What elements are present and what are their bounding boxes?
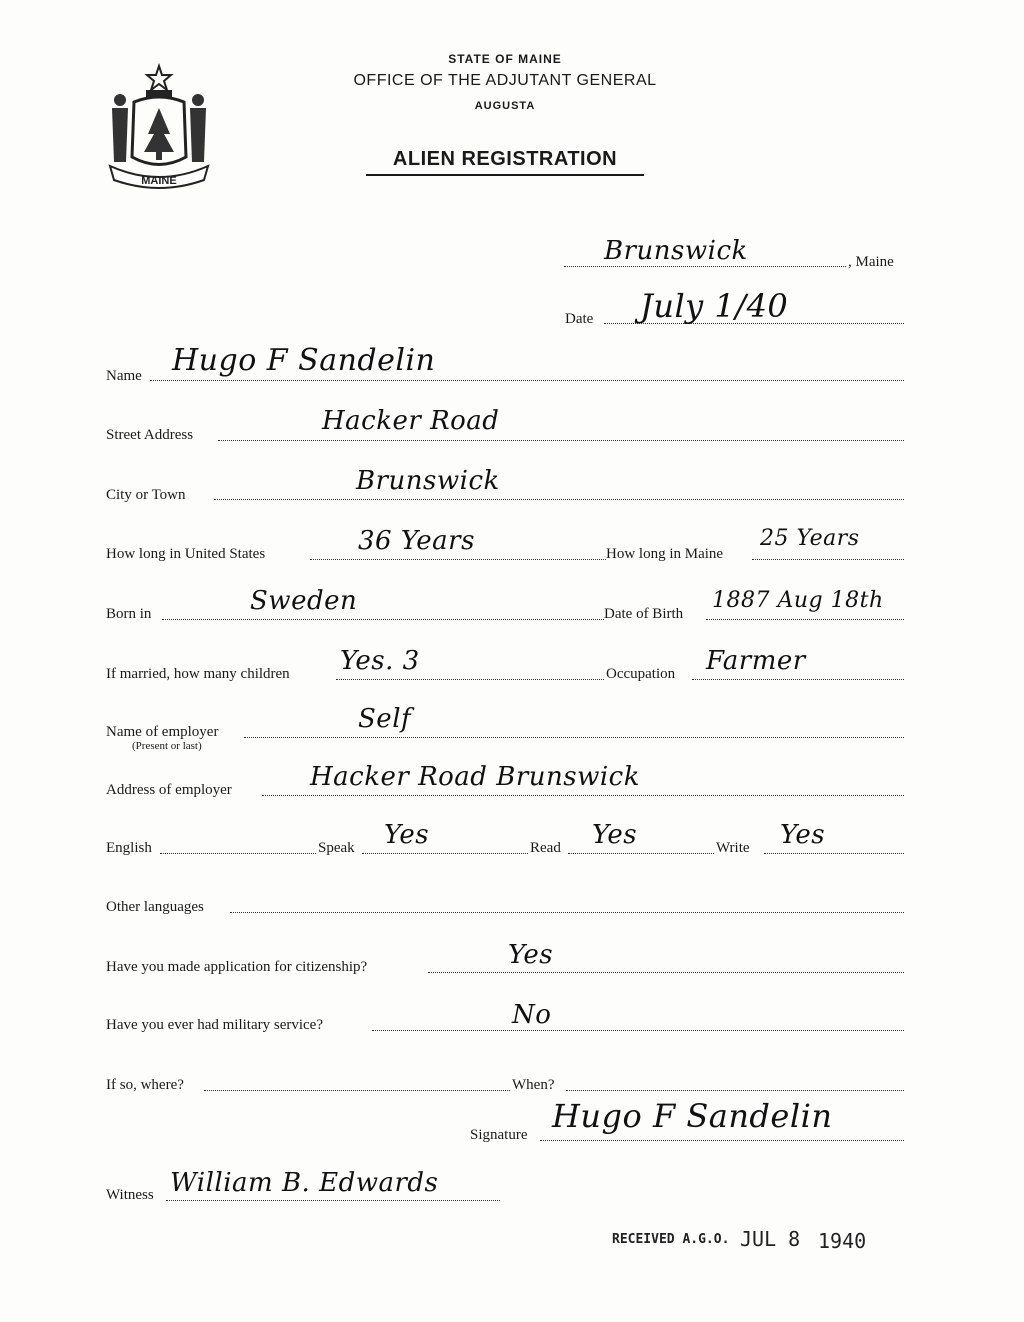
town-line (564, 266, 846, 267)
date-of-birth-value: 1887 Aug 18th (712, 588, 884, 613)
write-value: Yes (780, 820, 826, 850)
received-stamp-year: 1940 (818, 1229, 867, 1253)
name-line (150, 380, 904, 381)
when-label: When? (512, 1077, 555, 1093)
employer-note: (Present or last) (132, 740, 202, 752)
street-value: Hacker Road (322, 406, 500, 436)
married-value: Yes. 3 (340, 646, 420, 676)
employer-address-line (262, 795, 904, 796)
title-underline (366, 174, 644, 176)
employer-address-label: Address of employer (106, 782, 232, 798)
married-line (336, 679, 604, 680)
witness-line (166, 1200, 500, 1201)
citizenship-label: Have you made application for citizenship? (106, 959, 368, 975)
town-value: Brunswick (604, 236, 748, 266)
received-stamp-label: RECEIVED A.G.O. (612, 1232, 730, 1247)
other-languages-line (230, 912, 904, 913)
employer-value: Self (358, 704, 412, 734)
where-line (204, 1090, 510, 1091)
signature-label: Signature (470, 1127, 528, 1143)
witness-value: William B. Edwards (170, 1168, 439, 1198)
employer-address-value: Hacker Road Brunswick (310, 762, 640, 792)
other-languages-label: Other languages (106, 899, 204, 915)
when-line (566, 1090, 904, 1091)
city-line (214, 499, 904, 500)
military-value: No (512, 1000, 552, 1030)
date-label: Date (565, 311, 594, 327)
how-long-us-line (310, 559, 606, 560)
read-label: Read (530, 840, 561, 856)
employer-line (244, 737, 904, 738)
name-label: Name (106, 368, 142, 384)
header-state: STATE OF MAINE (448, 52, 562, 66)
speak-value: Yes (384, 820, 430, 850)
citizenship-line (428, 972, 904, 973)
married-label: If married, how many children (106, 666, 290, 682)
date-of-birth-line (706, 619, 904, 620)
seal-text: MAINE (141, 175, 177, 187)
born-in-line (162, 619, 604, 620)
how-long-maine-value: 25 Years (760, 526, 860, 551)
occupation-value: Farmer (706, 646, 806, 676)
write-label: Write (716, 840, 750, 856)
city-value: Brunswick (356, 466, 500, 496)
signature-line (540, 1140, 904, 1141)
witness-label: Witness (106, 1187, 154, 1203)
date-value: July 1/40 (640, 287, 789, 325)
military-line (372, 1030, 904, 1031)
how-long-maine-label: How long in Maine (606, 546, 724, 562)
date-of-birth-label: Date of Birth (604, 606, 684, 622)
how-long-us-value: 36 Years (358, 526, 475, 556)
signature-value: Hugo F Sandelin (552, 1097, 833, 1135)
read-value: Yes (592, 820, 638, 850)
speak-line (362, 853, 528, 854)
received-stamp-date: JUL 8 (740, 1227, 801, 1251)
how-long-us-label: How long in United States (106, 546, 266, 562)
name-value: Hugo F Sandelin (172, 343, 436, 378)
english-label: English (106, 840, 152, 856)
english-line (160, 853, 316, 854)
how-long-maine-line (752, 559, 904, 560)
where-label: If so, where? (106, 1077, 184, 1093)
maine-state-seal (104, 62, 214, 192)
read-line (568, 853, 714, 854)
street-label: Street Address (106, 427, 194, 443)
speak-label: Speak (318, 840, 355, 856)
born-in-label: Born in (106, 606, 152, 622)
maine-label: , Maine (848, 254, 894, 270)
occupation-line (692, 679, 904, 680)
citizenship-value: Yes (508, 940, 554, 970)
born-in-value: Sweden (250, 586, 358, 616)
street-line (218, 440, 904, 441)
header-office: OFFICE OF THE ADJUTANT GENERAL (353, 72, 657, 89)
write-line (764, 853, 904, 854)
city-label: City or Town (106, 487, 186, 503)
form-title: ALIEN REGISTRATION (392, 148, 618, 170)
header-city: AUGUSTA (474, 100, 536, 112)
employer-label: Name of employer (106, 724, 219, 740)
military-label: Have you ever had military service? (106, 1017, 323, 1033)
occupation-label: Occupation (606, 666, 676, 682)
